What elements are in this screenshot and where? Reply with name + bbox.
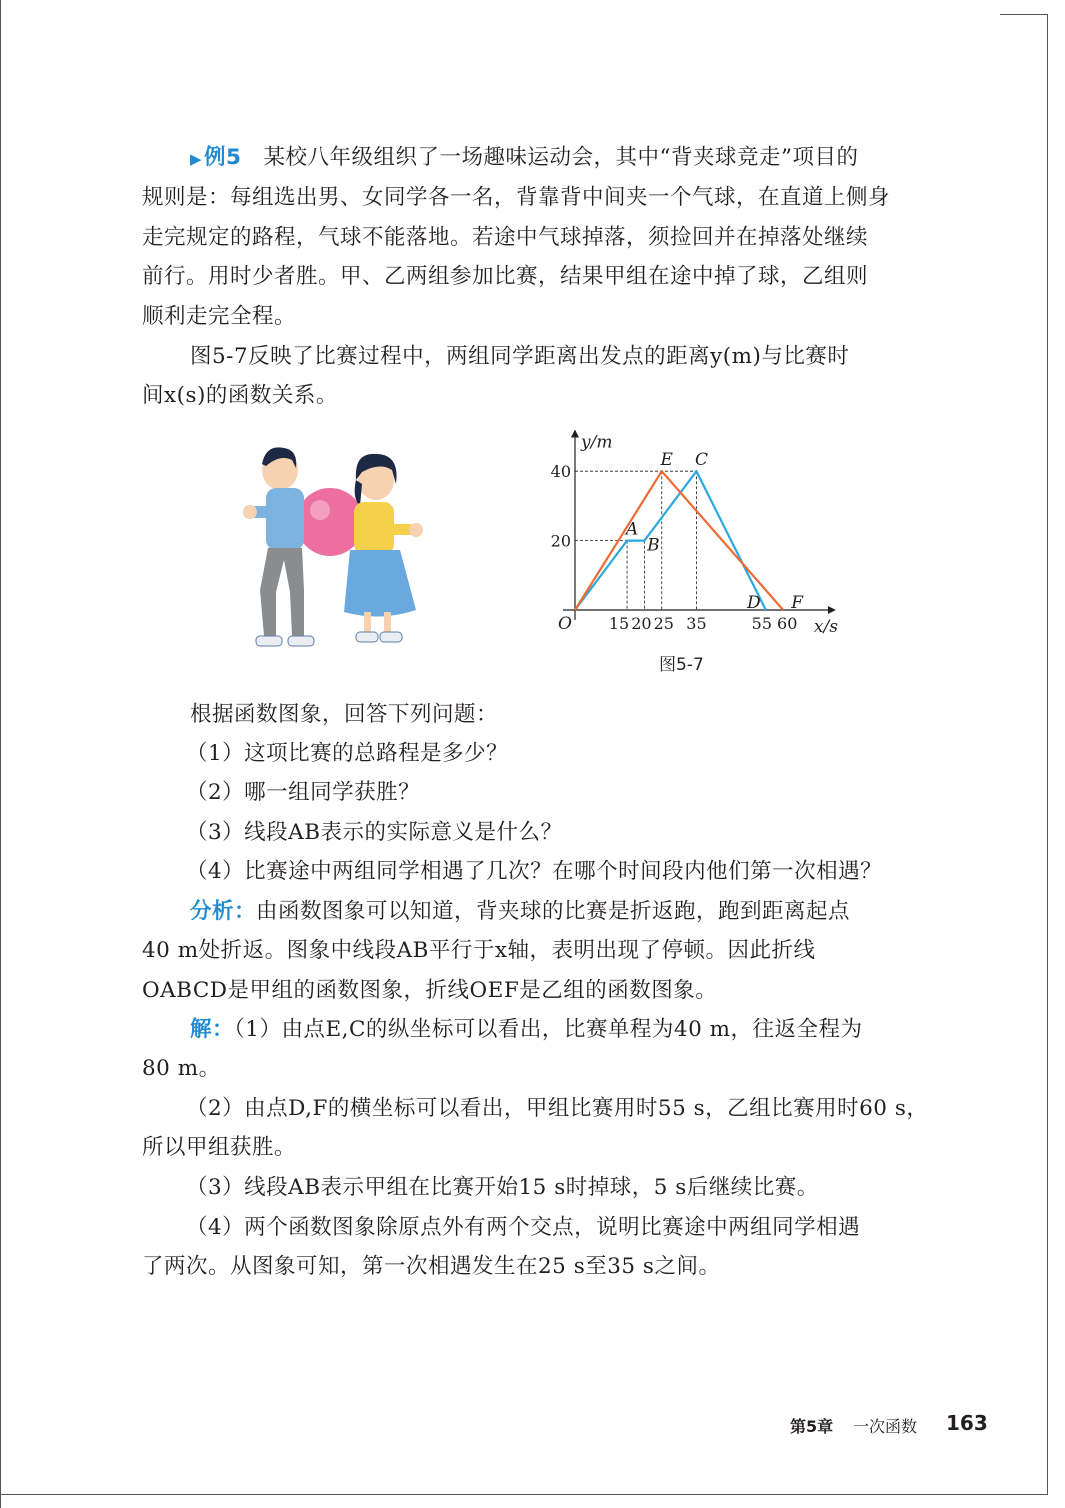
question-4: （4）比赛途中两组同学相遇了几次？在哪个时间段内他们第一次相遇？: [186, 859, 883, 884]
example-para2-line-2: 间x(s)的函数关系。: [142, 383, 338, 408]
footer-chapter: 第5章: [790, 1417, 834, 1436]
solution-4-line-1: （4）两个函数图象除原点外有两个交点，说明比赛途中两组同学相遇: [186, 1215, 861, 1240]
y-tick-label: 40: [550, 462, 571, 482]
y-axis-title: y/m: [581, 432, 613, 453]
x-tick-label: 60: [777, 614, 798, 633]
point-label-D: D: [747, 593, 761, 613]
series-line-1: [575, 471, 766, 610]
solution-2-line-1: （2）由点D,F的横坐标可以看出，甲组比赛用时55 s，乙组比赛用时60 s，: [186, 1096, 929, 1121]
question-3: （3）线段AB表示的实际意义是什么？: [186, 820, 563, 845]
solution-1-line-2: 80 m。: [142, 1056, 221, 1081]
solution-label: 解：: [190, 1017, 235, 1042]
x-tick-label: 15: [608, 614, 630, 633]
question-1: （1）这项比赛的总路程是多少？: [186, 741, 509, 766]
example-intro-line-1: 某校八年级组织了一场趣味运动会，其中“背夹球竞走”项目的: [263, 145, 859, 170]
page-border-left: [0, 0, 1, 1508]
students-illustration: [240, 440, 440, 660]
example-para2-line-1: 图5-7反映了比赛过程中，两组同学距离出发点的距离y(m)与比赛时: [190, 344, 850, 369]
example-intro-line-3: 走完规定的路程，气球不能落地。若途中气球掉落，须捡回并在掉落处继续: [142, 225, 869, 250]
question-2: （2）哪一组同学获胜？: [186, 780, 421, 805]
x-tick-label: 35: [686, 614, 707, 633]
triangle-marker-icon: ▶: [190, 150, 203, 168]
point-label-E: E: [660, 450, 673, 471]
point-label-A: A: [625, 519, 639, 540]
footer-chapter-title: 一次函数: [853, 1417, 918, 1436]
y-axis-arrow-icon: [571, 429, 579, 437]
y-tick-label: 20: [550, 531, 571, 551]
solution-4-line-2: 了两次。从图象可知，第一次相遇发生在25 s至35 s之间。: [142, 1254, 721, 1279]
example-first-line: [190, 143, 859, 174]
analysis-label: 分析：: [190, 899, 257, 924]
point-label-C: C: [694, 450, 708, 471]
x-tick-label: 55: [751, 614, 773, 633]
questions-intro: 根据函数图象，回答下列问题：: [190, 702, 499, 727]
x-axis-title: x/s: [813, 617, 838, 637]
x-tick-label: 25: [653, 614, 674, 633]
figure-caption: 图5-7: [659, 655, 704, 675]
example-intro-line-2: 规则是：每组选出男、女同学各一名，背靠背中间夹一个气球，在直道上侧身: [142, 185, 891, 210]
boy-figure: [243, 447, 314, 646]
point-label-B: B: [647, 535, 660, 556]
analysis-line-2: 40 m处折返。图象中线段AB平行于x轴，表明出现了停顿。因此折线: [142, 938, 816, 963]
page-border-top: [1000, 14, 1048, 15]
solution-2-line-2: 所以甲组获胜。: [142, 1135, 297, 1160]
girl-figure: [344, 454, 423, 642]
origin-label: O: [558, 614, 572, 634]
page-number: 163: [946, 1411, 988, 1435]
example-intro-line-4: 前行。用时少者胜。甲、乙两组参加比赛，结果甲组在途中掉了球，乙组则: [142, 264, 869, 289]
analysis-line-3: OABCD是甲组的函数图象，折线OEF是乙组的函数图象。: [142, 978, 718, 1003]
x-axis-arrow-icon: [828, 606, 836, 614]
page-border-right: [1047, 14, 1048, 1494]
balloon-shape: [296, 488, 364, 556]
x-tick-label: 20: [631, 614, 652, 633]
distance-time-chart: [545, 398, 845, 643]
solution-3-line-1: （3）线段AB表示甲组在比赛开始15 s时掉球，5 s后继续比赛。: [186, 1175, 819, 1200]
example-label: 例5: [204, 145, 242, 170]
solution-1-text: （1）由点E,C的纵坐标可以看出，比赛单程为40 m，往返全程为: [234, 1017, 863, 1042]
page-border-bottom: [0, 1494, 1048, 1495]
solution-line-1: [190, 1015, 863, 1045]
analysis-line-1: [190, 897, 850, 927]
point-label-F: F: [791, 593, 804, 613]
example-intro-line-5: 顺利走完全程。: [142, 304, 297, 329]
analysis-text-1: 由函数图象可以知道，背夹球的比赛是折返跑，跑到距离起点: [256, 899, 851, 924]
